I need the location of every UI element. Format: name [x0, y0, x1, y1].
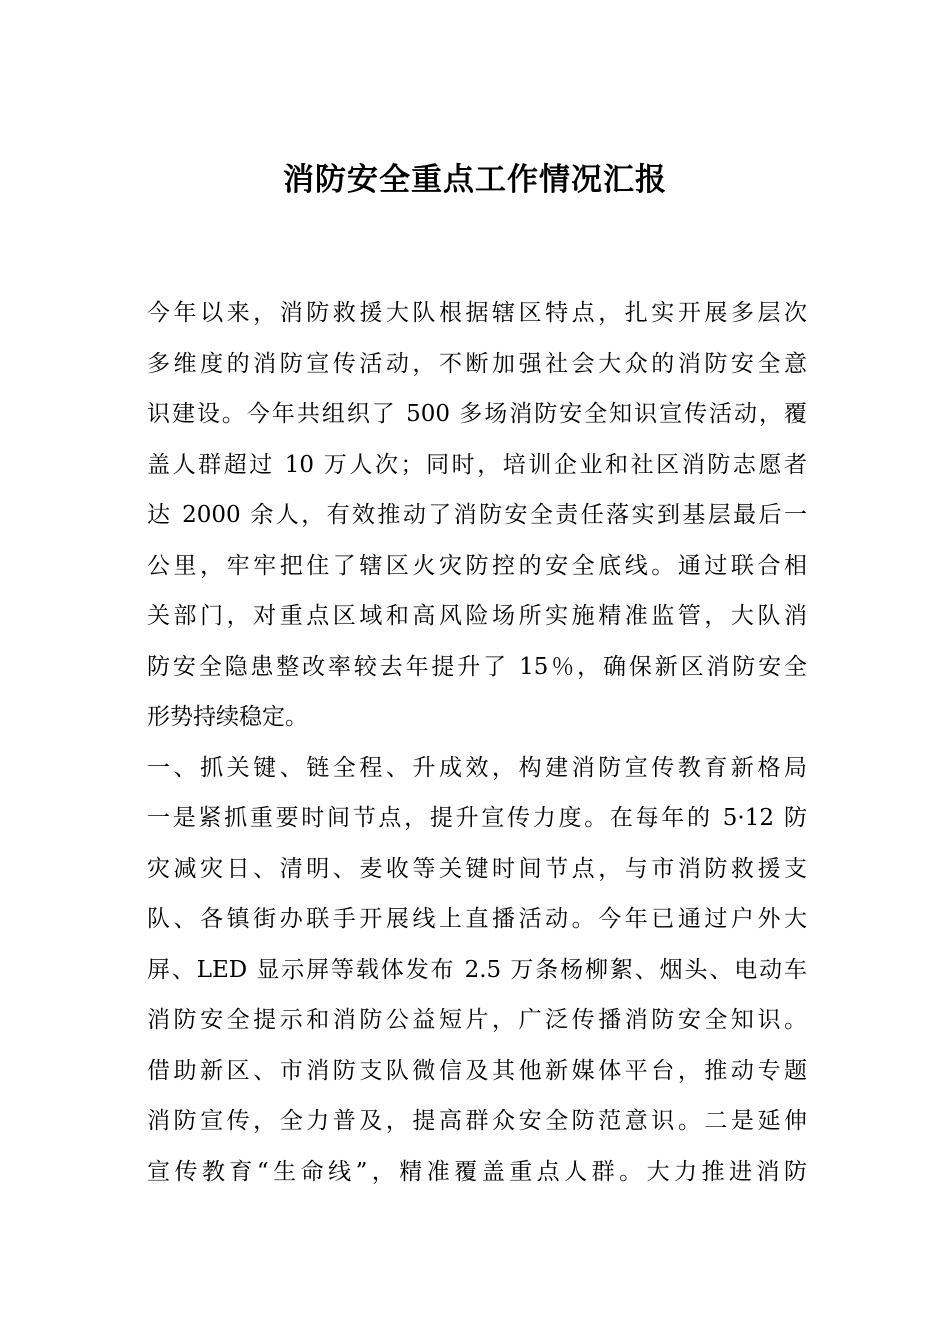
- body-line: 宣传教育“生命线”，精准覆盖重点人群。大力推进消防: [147, 1158, 807, 1185]
- body-line: 灾减灾日、清明、麦收等关键时间节点，与市消防救援支: [147, 855, 807, 882]
- section-heading: 一、抓关键、链全程、升成效，构建消防宣传教育新格局: [147, 754, 807, 781]
- body-line: 公里，牢牢把住了辖区火灾防控的安全底线。通过联合相: [147, 552, 807, 579]
- body-line: 盖人群超过 10 万人次；同时，培训企业和社区消防志愿者: [147, 451, 807, 478]
- document-body: [147, 288, 807, 1197]
- body-line: 消防宣传，全力普及，提高群众安全防范意识。二是延伸: [147, 1108, 807, 1134]
- body-line: 识建设。今年共组织了 500 多场消防安全知识宣传活动，覆: [147, 401, 807, 427]
- body-line: 借助新区、市消防支队微信及其他新媒体平台，推动专题: [147, 1057, 807, 1084]
- document-title: 消防安全重点工作情况汇报: [283, 162, 667, 198]
- body-line: 一是紧抓重要时间节点，提升宣传力度。在每年的 5·12 防: [147, 805, 807, 831]
- body-line: 多维度的消防宣传活动，不断加强社会大众的消防安全意: [147, 350, 807, 377]
- body-line: 达 2000 余人，有效推动了消防安全责任落实到基层最后一: [147, 502, 807, 528]
- body-line: 关部门，对重点区域和高风险场所实施精准监管，大队消: [147, 603, 807, 629]
- body-line: 防安全隐患整改率较去年提升了 15％，确保新区消防安全: [147, 653, 807, 680]
- body-line: 消防安全提示和消防公益短片，广泛传播消防安全知识。: [147, 1007, 807, 1033]
- body-line: 形势持续稳定。: [147, 704, 308, 730]
- body-line: 屏、LED 显示屏等载体发布 2.5 万条杨柳絮、烟头、电动车: [147, 956, 807, 983]
- body-line: 队、各镇街办联手开展线上直播活动。今年已通过户外大: [147, 906, 807, 932]
- body-line: 今年以来，消防救援大队根据辖区特点，扎实开展多层次: [147, 300, 807, 326]
